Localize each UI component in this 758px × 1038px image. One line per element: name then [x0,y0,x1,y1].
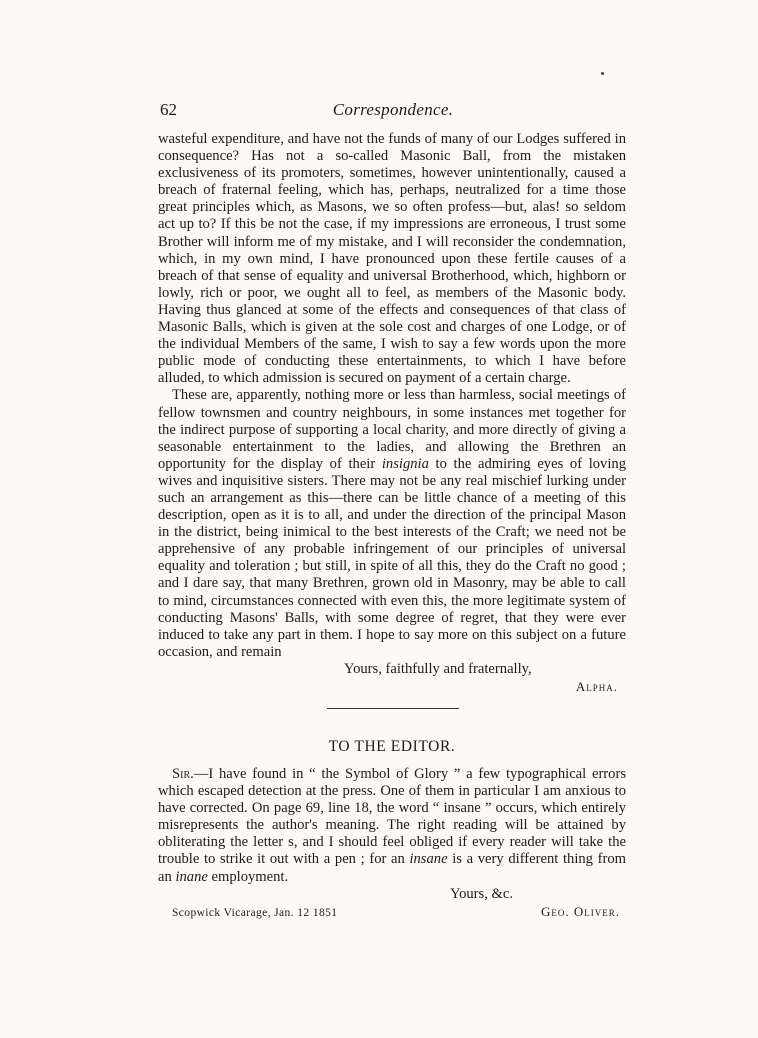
letter-oliver-text-a: —I have found in “ the Symbol of Glory ” a few typographical errors which escaped detection at the press. One of them in particular I am anxious to have corrected. On page 69, line 18, the word “ insane ” occurs, which entirely misrepresents the author's meaning. The right reading will be attained by obliterating the letter s, and I should feel obliged if every reader will take the trouble to strike it out with a pen ; for an [158,766,626,868]
letter-oliver-text-c: employment. [207,868,289,885]
page-number: 62 [160,100,177,119]
letter-oliver-italic-b: inane [175,868,208,885]
letter-oliver-italic-a: insane [409,851,448,868]
letter-oliver-closing: Yours, &c. [450,885,513,902]
running-head: Correspondence. [332,100,454,119]
letter-editor-heading: TO THE EDITOR. [328,738,456,755]
letter-alpha-paragraph-2 [158,387,626,661]
paragraph-2-italic: insignia [381,455,429,472]
salutation: Sir. [172,766,194,782]
letter-oliver-paragraph [158,766,626,886]
letter-alpha [158,131,626,695]
dateline: Scopwick Vicarage, Jan. 12 1851 [172,906,338,919]
paragraph-2-text-a: These are, apparently, nothing more or less than harmless, social meetings of fellow townsmen and country neighbours, in some instances met together for the indirect purpose of supporting a local charity, and more directly of giving a seasonable entertainment to the ladies, and allowing the Brethren an opportunity for the display of their [158,387,626,472]
printed-speck [601,72,604,75]
letter-oliver [158,766,626,921]
letter-oliver-text-b: is a very different thing from an [158,851,626,885]
page-header [160,100,626,126]
section-divider [327,708,459,709]
letter-alpha-signature: Alpha. [575,679,618,694]
letter-alpha-paragraph-1: wasteful expenditure, and have not the funds of many of our Lodges suffered in consequence? Has not a so-called Masonic Ball, from the mistaken exclusiveness of its promoters, sometimes, however unintentionally, caused a breach of fraternal feeling, which has, perhaps, neutralized for a time those great principles which, as Masons, we so often profess—but, alas! so seldom act up to? If this be not the case, if my impressions are erroneous, I trust some Brother will inform me of my mistake, and I will reconsider the condemnation, which, in my own mind, I have pronounced upon these fertile causes of a breach of that sense of equality and universal Brotherhood, which, highborn or lowly, rich or poor, we ought all to feel, as members of the Masonic body. Having thus glanced at some of the effects and consequences of that class of Masonic Balls, which is given at the sole cost and charges of one Lodge, or of the individual Members of the same, I wish to say a few words upon the more public mode of conducting these entertainments, to which I have before alluded, to which admission is secured on payment of a certain charge. [158,131,626,387]
paragraph-2-text-b: to the admiring eyes of loving wives and inquisitive sisters. There may not be any real mischief lurking under such an arrangement as this—there can be little chance of a meeting of this description, open as it is to all, and under the direction of the principal Mason in the district, being inimical to the best interests of the Craft; we need not be apprehensive of any probable infringement of our principles of universal equality and toleration ; but still, in spite of all this, they do the Craft no good ; and I dare say, that many Brethren, grown old in Masonry, may be able to call to mind, circumstances connected with even this, the more legitimate system of conducting Masons' Balls, with some degree of regret, that they were ever induced to take any part in them. I hope to say more on this subject on a future occasion, and remain [158,455,626,660]
letter-alpha-closing: Yours, faithfully and fraternally, [344,660,532,677]
letter-oliver-footer [158,903,626,921]
letter-oliver-signature: Geo. Oliver. [540,903,620,919]
